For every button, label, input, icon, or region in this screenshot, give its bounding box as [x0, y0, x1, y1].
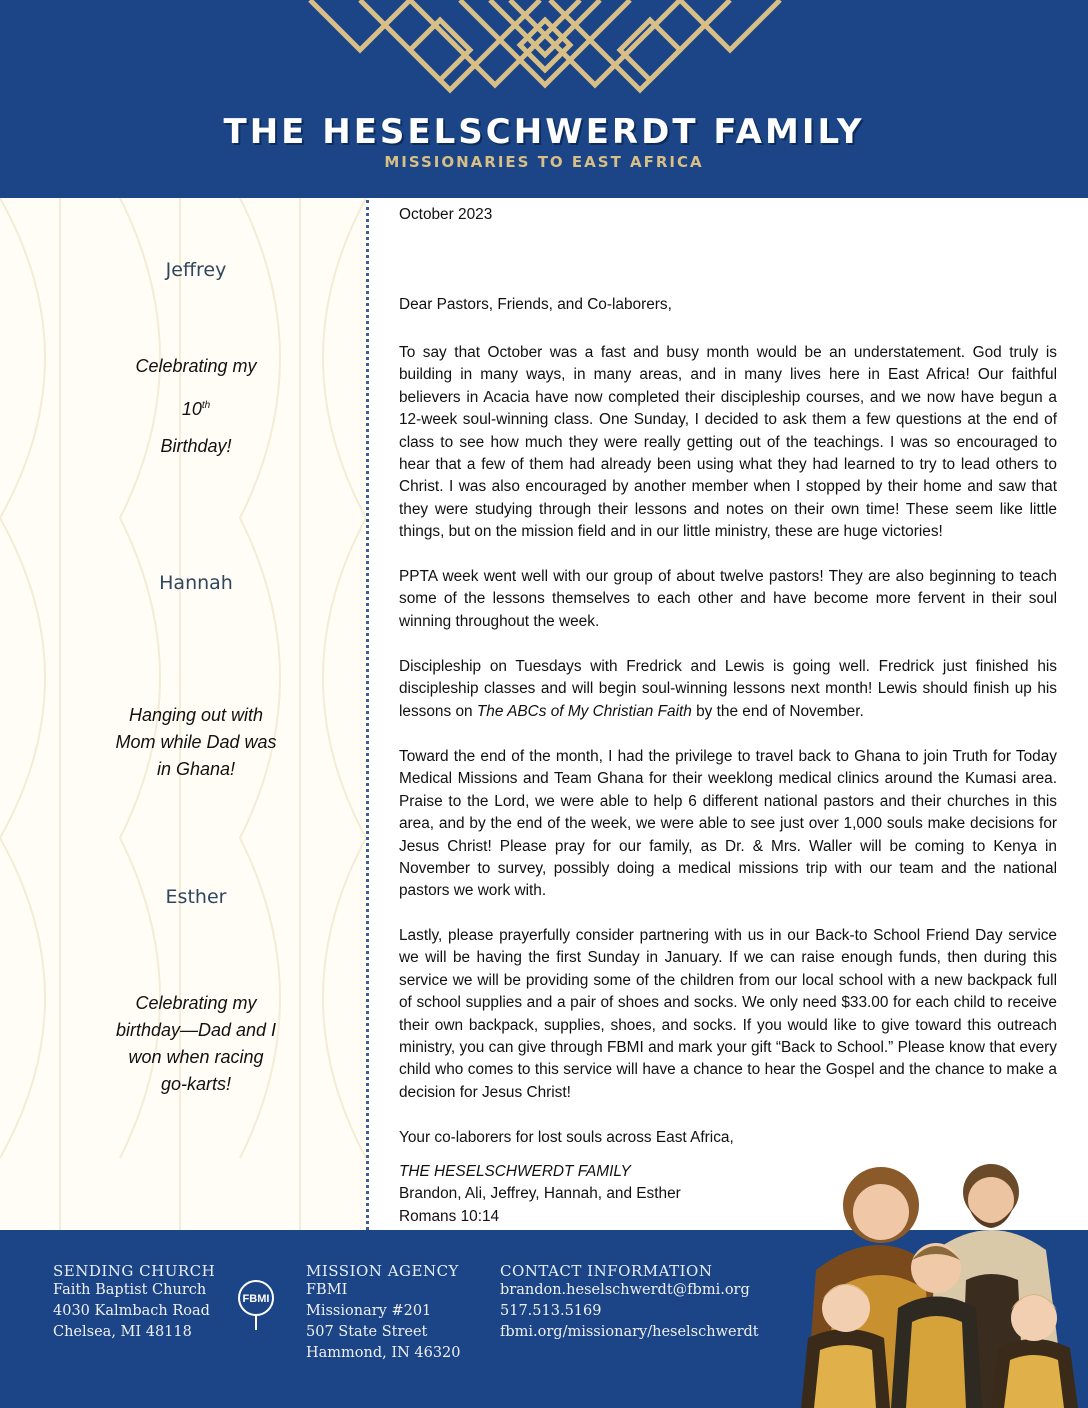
- letter-paragraph: Lastly, please prayerfully consider partnering with us in our Back-to School Friend Day service we will be having the first Sunday in January. If we can raise enough funds, then during this service we will be providing some of the children from our local school with a new backpack full of school supplies and a pair of shoes and socks. We only need $33.00 for each child to receive their own backpack, supplies, shoes, and socks. If you would like to give toward this outreach ministry, you can give through FBMI and mark your gift “Back to School.” Please know that every child who comes to this service will have a chance to hear the Gospel and the chance to make a decision for Jesus Christ!: [399, 927, 1057, 1101]
- letter-paragraph: PPTA week went well with our group of about twelve pastors! They are also beginning to teach some of the lessons themselves to each other and have become more fervent in their soul winning throughout the week.: [399, 568, 1057, 630]
- contact-heading: CONTACT INFORMATION: [500, 1262, 713, 1280]
- caption-line: Birthday!: [160, 436, 232, 456]
- fbmi-logo: [236, 1270, 276, 1332]
- signature-verse: Romans 10:14: [399, 1207, 500, 1225]
- paragraph-text: Discipleship on Tuesdays with Fredrick and Lewis is going well. Fredrick just finished his discipleship classes and will begin soul-winning lessons next month! Lewis should finish up his lessons on: [399, 658, 1057, 720]
- letter-paragraph: Toward the end of the month, I had the privilege to travel back to Ghana to join Truth for Today Medical Missions and Team Ghana for their weeklong medical clinics around the Kumasi area. Praise to the Lord, we were able to help 6 different national pastors and their churches in this area, and by the end of the week, we were able to see just over 1,000 souls make decisions for Jesus Christ! Please pray for our family, as Dr. & Mrs. Waller will be coming to Kenya in November to survey, possibly doing a medical missions trip with our team and the national pastors we work with.: [399, 748, 1057, 900]
- caption-line: won when racing: [128, 1047, 264, 1067]
- contact-block: [500, 1262, 759, 1343]
- caption-line: Celebrating my: [135, 993, 257, 1013]
- gold-knot-ornament: [290, 0, 800, 100]
- family-photo: [786, 1150, 1088, 1408]
- caption-line: Hanging out with: [128, 705, 264, 725]
- mission-agency-line: FBMI: [306, 1282, 348, 1298]
- kid-caption-jeffrey: [0, 346, 392, 466]
- caption-ordinal: 10: [181, 399, 202, 419]
- sending-church-block: [53, 1262, 215, 1343]
- sending-church-heading: SENDING CHURCH: [53, 1262, 216, 1280]
- signature-members: Brandon, Ali, Jeffrey, Hannah, and Esther: [399, 1185, 681, 1203]
- letter-paragraph: To say that October was a fast and busy month would be an understatement. God truly is building in many ways, in many areas, and in many lives here in East Africa! Our faithful believers in Acacia have now completed their discipleship courses, and we now have begun a 12-week soul-winning class. One Sunday, I decided to ask them a few questions at the end of class to see how much they were really getting out of the teachings. I was so encouraged to hear that a few of them had already been using what they had learned to try to lead others to Christ. I was also encouraged by another member when I stopped by their home and saw that they were studying through their lessons and notes on their own time! These seem like little things, but on the mission field and in our little ministry, these are huge victories!: [399, 344, 1057, 541]
- fbmi-logo-text: FBMI: [242, 1293, 270, 1305]
- letter-signature: [399, 1161, 681, 1228]
- letter-date: October 2023: [399, 206, 493, 223]
- kid-name-esther: Esther: [165, 886, 227, 908]
- family-subtitle: MISSIONARIES TO EAST AFRICA: [384, 153, 704, 171]
- mission-agency-block: [306, 1262, 461, 1364]
- caption-line: Celebrating my: [135, 356, 257, 376]
- caption-line: Mom while Dad was: [115, 732, 277, 752]
- caption-line: birthday—Dad and I: [115, 1020, 277, 1040]
- contact-website[interactable]: fbmi.org/missionary/heselschwerdt: [500, 1324, 759, 1340]
- kid-caption-hannah: [0, 702, 392, 783]
- book-title: The ABCs of My Christian Faith: [476, 702, 692, 720]
- letter-paragraph-discipleship: [399, 656, 1057, 723]
- kid-caption-esther: [0, 990, 392, 1098]
- mission-agency-line: Missionary #201: [306, 1303, 432, 1319]
- caption-line: [0, 386, 392, 426]
- signature-family-name: THE HESELSCHWERDT FAMILY: [399, 1163, 631, 1180]
- sending-church-line: Chelsea, MI 48118: [53, 1324, 192, 1340]
- sending-church-line: Faith Baptist Church: [53, 1282, 207, 1298]
- caption-line: go-karts!: [160, 1074, 232, 1094]
- paragraph-text: by the end of November.: [691, 702, 864, 720]
- contact-email[interactable]: brandon.heselschwerdt@fbmi.org: [500, 1282, 750, 1298]
- mission-agency-line: Hammond, IN 46320: [306, 1345, 461, 1361]
- sending-church-line: 4030 Kalmbach Road: [53, 1303, 210, 1319]
- contact-phone[interactable]: 517.513.5169: [500, 1303, 602, 1319]
- mission-agency-line: 507 State Street: [306, 1324, 428, 1340]
- kid-name-jeffrey: Jeffrey: [165, 259, 227, 281]
- letter-closing: Your co-laborers for lost souls across East Africa,: [399, 1129, 734, 1146]
- caption-ordinal-suffix: th: [201, 400, 211, 411]
- header-banner: [0, 0, 1088, 198]
- kid-name-hannah: Hannah: [159, 572, 233, 594]
- caption-line: in Ghana!: [156, 759, 236, 779]
- letter-greeting: Dear Pastors, Friends, and Co-laborers,: [399, 296, 672, 313]
- family-title: THE HESELSCHWERDT FAMILY: [223, 112, 865, 152]
- mission-agency-heading: MISSION AGENCY: [306, 1262, 459, 1280]
